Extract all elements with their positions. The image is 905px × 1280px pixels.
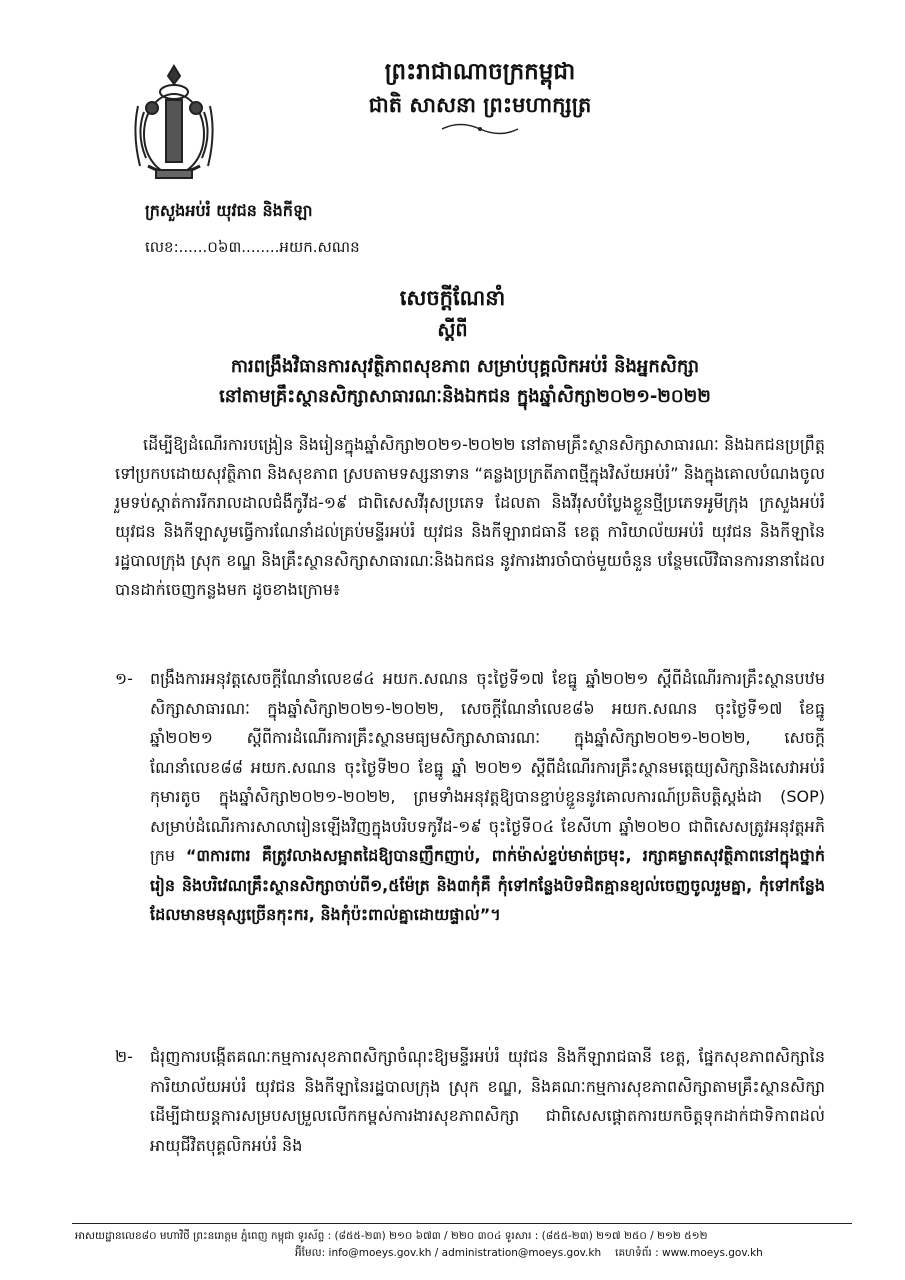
document-about: ស្តីពី — [437, 319, 468, 341]
national-motto: ជាតិ សាសនា ព្រះមហាក្សត្រ — [368, 93, 592, 117]
list-item-body: ជំរុញការបង្កើតគណៈកម្មការសុខភាពសិក្សាចំណុះឱ្យមន្ទីរអប់រំ យុវជន និងកីឡារាជធានី ខេត្ត, ផ្នែកសុខភាពសិក្សានៃការិយាល័យអប់រំ យុវជន និងកីឡានៃរដ្ឋបាលក្រុង ស្រុក ខណ្ឌ, និងគណៈកម្មការសុខភាពសិក្សាតាមគ្រឹះស្ថានសិក្សា ដើម្បីជាយន្តការសម្របសម្រួលលើកកម្ពស់ការងារសុខភាពសិក្សា ជាពិសេសផ្តោតការយកចិត្តទុកដាក់ជាទិកាពដល់អាយុជីវិតបុគ្គលិកអប់រំ និង — [150, 1047, 825, 1155]
list-item-body: ពង្រឹងការអនុវត្តសេចក្តីណែនាំលេខ៨៤ អយក.សណន ចុះថ្ងៃទី១៧ ខែធ្នូ ឆ្នាំ២០២១ ស្តីពីដំណើរការគ្រឹះស្ថានបឋមសិក្សាសាធារណៈ ក្នុងឆ្នាំសិក្សា២០២១-២០២២, សេចក្តីណែនាំលេខ៨៦ អយក.សណន ចុះថ្ងៃទី១៧ ខែធ្នូ ឆ្នាំ២០២១ ស្តីពីការដំណើរការគ្រឹះស្ថានមធ្យមសិក្សាសាធារណៈ ក្នុងឆ្នាំសិក្សា២០២១-២០២២, សេចក្តីណែនាំលេខ៨៨ អយក.សណន ចុះថ្ងៃទី២០ ខែធ្នូ ឆ្នាំ ២០២១ ស្តីពីដំណើរការគ្រឹះស្ថានមត្តេយ្យសិក្សានិងសេវាអប់រំកុមារតូច ក្នុងឆ្នាំសិក្សា២០២១-២០២២, ព្រមទាំងអនុវត្តឱ្យបានខ្ជាប់ខ្ជួននូវគោលការណ៍ប្រតិបត្តិស្តង់ដា (SOP) សម្រាប់ដំណើរការសាលារៀនឡើងវិញក្នុងបរិបទកូវីដ-១៩ ចុះថ្ងៃទី០៤ ខែសីហា ឆ្នាំ២០២០ ជាពិសេសត្រូវអនុវត្តអភិក្រម — [150, 669, 825, 865]
ministry-name: ក្រសួងអប់រំ យុវជន និងកីឡា — [145, 201, 313, 220]
document-subject — [100, 352, 830, 412]
list-item — [115, 1042, 825, 1160]
letterhead — [330, 55, 630, 140]
royal-emblem-icon — [130, 62, 218, 182]
ornament-divider-icon — [440, 122, 520, 136]
list-item — [115, 664, 825, 930]
list-item-number: ១- — [115, 669, 133, 688]
subject-line-1: ការពង្រឹងវិធានការសុវត្ថិភាពសុខភាព សម្រាប់បុគ្គលិកអប់រំ និងអ្នកសិក្សា — [230, 356, 700, 377]
intro-paragraph: ដើម្បីឱ្យដំណើរការបង្រៀន និងរៀនក្នុងឆ្នាំសិក្សា២០២១-២០២២ នៅតាមគ្រឹះស្ថានសិក្សាសាធារណៈ និងឯកជនប្រព្រឹត្តទៅប្រកបដោយសុវត្ថិភាព និងសុខភាព ស្របតាមទស្សនាទាន “គន្លងប្រក្រតីភាពថ្មីក្នុងវិស័យអប់រំ” និងក្នុងគោលបំណងចូលរួមទប់ស្កាត់ការរីករាលដាលជំងឺកូវីដ-១៩ ជាពិសេសវីរុសប្រភេទ ដែលតា និងវីរុសបំប្លែងខ្លួនថ្មីប្រភេទអូមីក្រុង ក្រសួងអប់រំ យុវជន និងកីឡាសូមធ្វើការណែនាំដល់គ្រប់មន្ទីរអប់រំ យុវជន និងកីឡារាជធានី ខេត្ត ការិយាល័យអប់រំ យុវជន និងកីឡានៃរដ្ឋបាលក្រុង ស្រុក ខណ្ឌ និងគ្រឹះស្ថានសិក្សាសាធារណៈនិងឯកជន នូវការងារចាំបាច់មួយចំនួន បន្ថែមលើវិធានការនានាដែលបានដាក់ចេញកន្លងមក ដូចខាងក្រោម៖ — [115, 435, 825, 599]
footer-email: អ៊ីមែល: info@moeys.gov.kh / administration@moeys.gov.kh — [295, 1247, 602, 1259]
kingdom-title: ព្រះរាជាណាចក្រកម្ពុជា — [384, 59, 576, 85]
footer-divider — [72, 1223, 852, 1224]
list-item-text — [150, 664, 825, 930]
document-type: សេចក្តីណែនាំ — [399, 286, 506, 310]
list-item-emphasis: “៣ការពារ គឺត្រូវលាងសម្អាតដៃឱ្យបានញឹកញាប់, ពាក់ម៉ាស់ខ្ទប់មាត់ច្រមុះ, រក្សាគម្លាតសុវត្ថិភាពនៅក្នុងថ្នាក់រៀន និងបរិវេណគ្រឹះស្ថានសិក្សាចាប់ពី១,៥ម៉ែត្រ និង៣កុំគឺ កុំទៅកន្លែងបិទជិតគ្មានខ្យល់ចេញចូលរួមគ្នា, កុំទៅកន្លែងដែលមានមនុស្សច្រើនកុះករ, និងកុំប៉ះពាល់គ្នាដោយផ្ទាល់”។ — [150, 846, 825, 924]
footer-website: គេហទំព័រ : www.moeys.gov.kh — [615, 1247, 763, 1259]
subject-line-2: នៅតាមគ្រឹះស្ថានសិក្សាសាធារណៈនិងឯកជន ក្នុងឆ្នាំសិក្សា២០២១-២០២២ — [219, 386, 711, 407]
reference-number: លេខ:......០៦៣........អយក.សណន — [145, 238, 360, 256]
footer — [75, 1228, 855, 1262]
list-item-number: ២- — [115, 1047, 133, 1066]
footer-address: អាសយដ្ឋានលេខ៨០ មហាវិថី ព្រះនរោត្តម ភ្នំពេញ កម្ពុជា ទូរស័ព្ទ : (៨៥៥-២៣) ២១០ ៦៧៣ / ២២០ ៣០៤ ទូរសារ : (៨៥៥-២៣) ២១៧ ២៥០ / ២១២ ៥១២ — [75, 1230, 708, 1242]
list-item-text — [150, 1042, 825, 1160]
